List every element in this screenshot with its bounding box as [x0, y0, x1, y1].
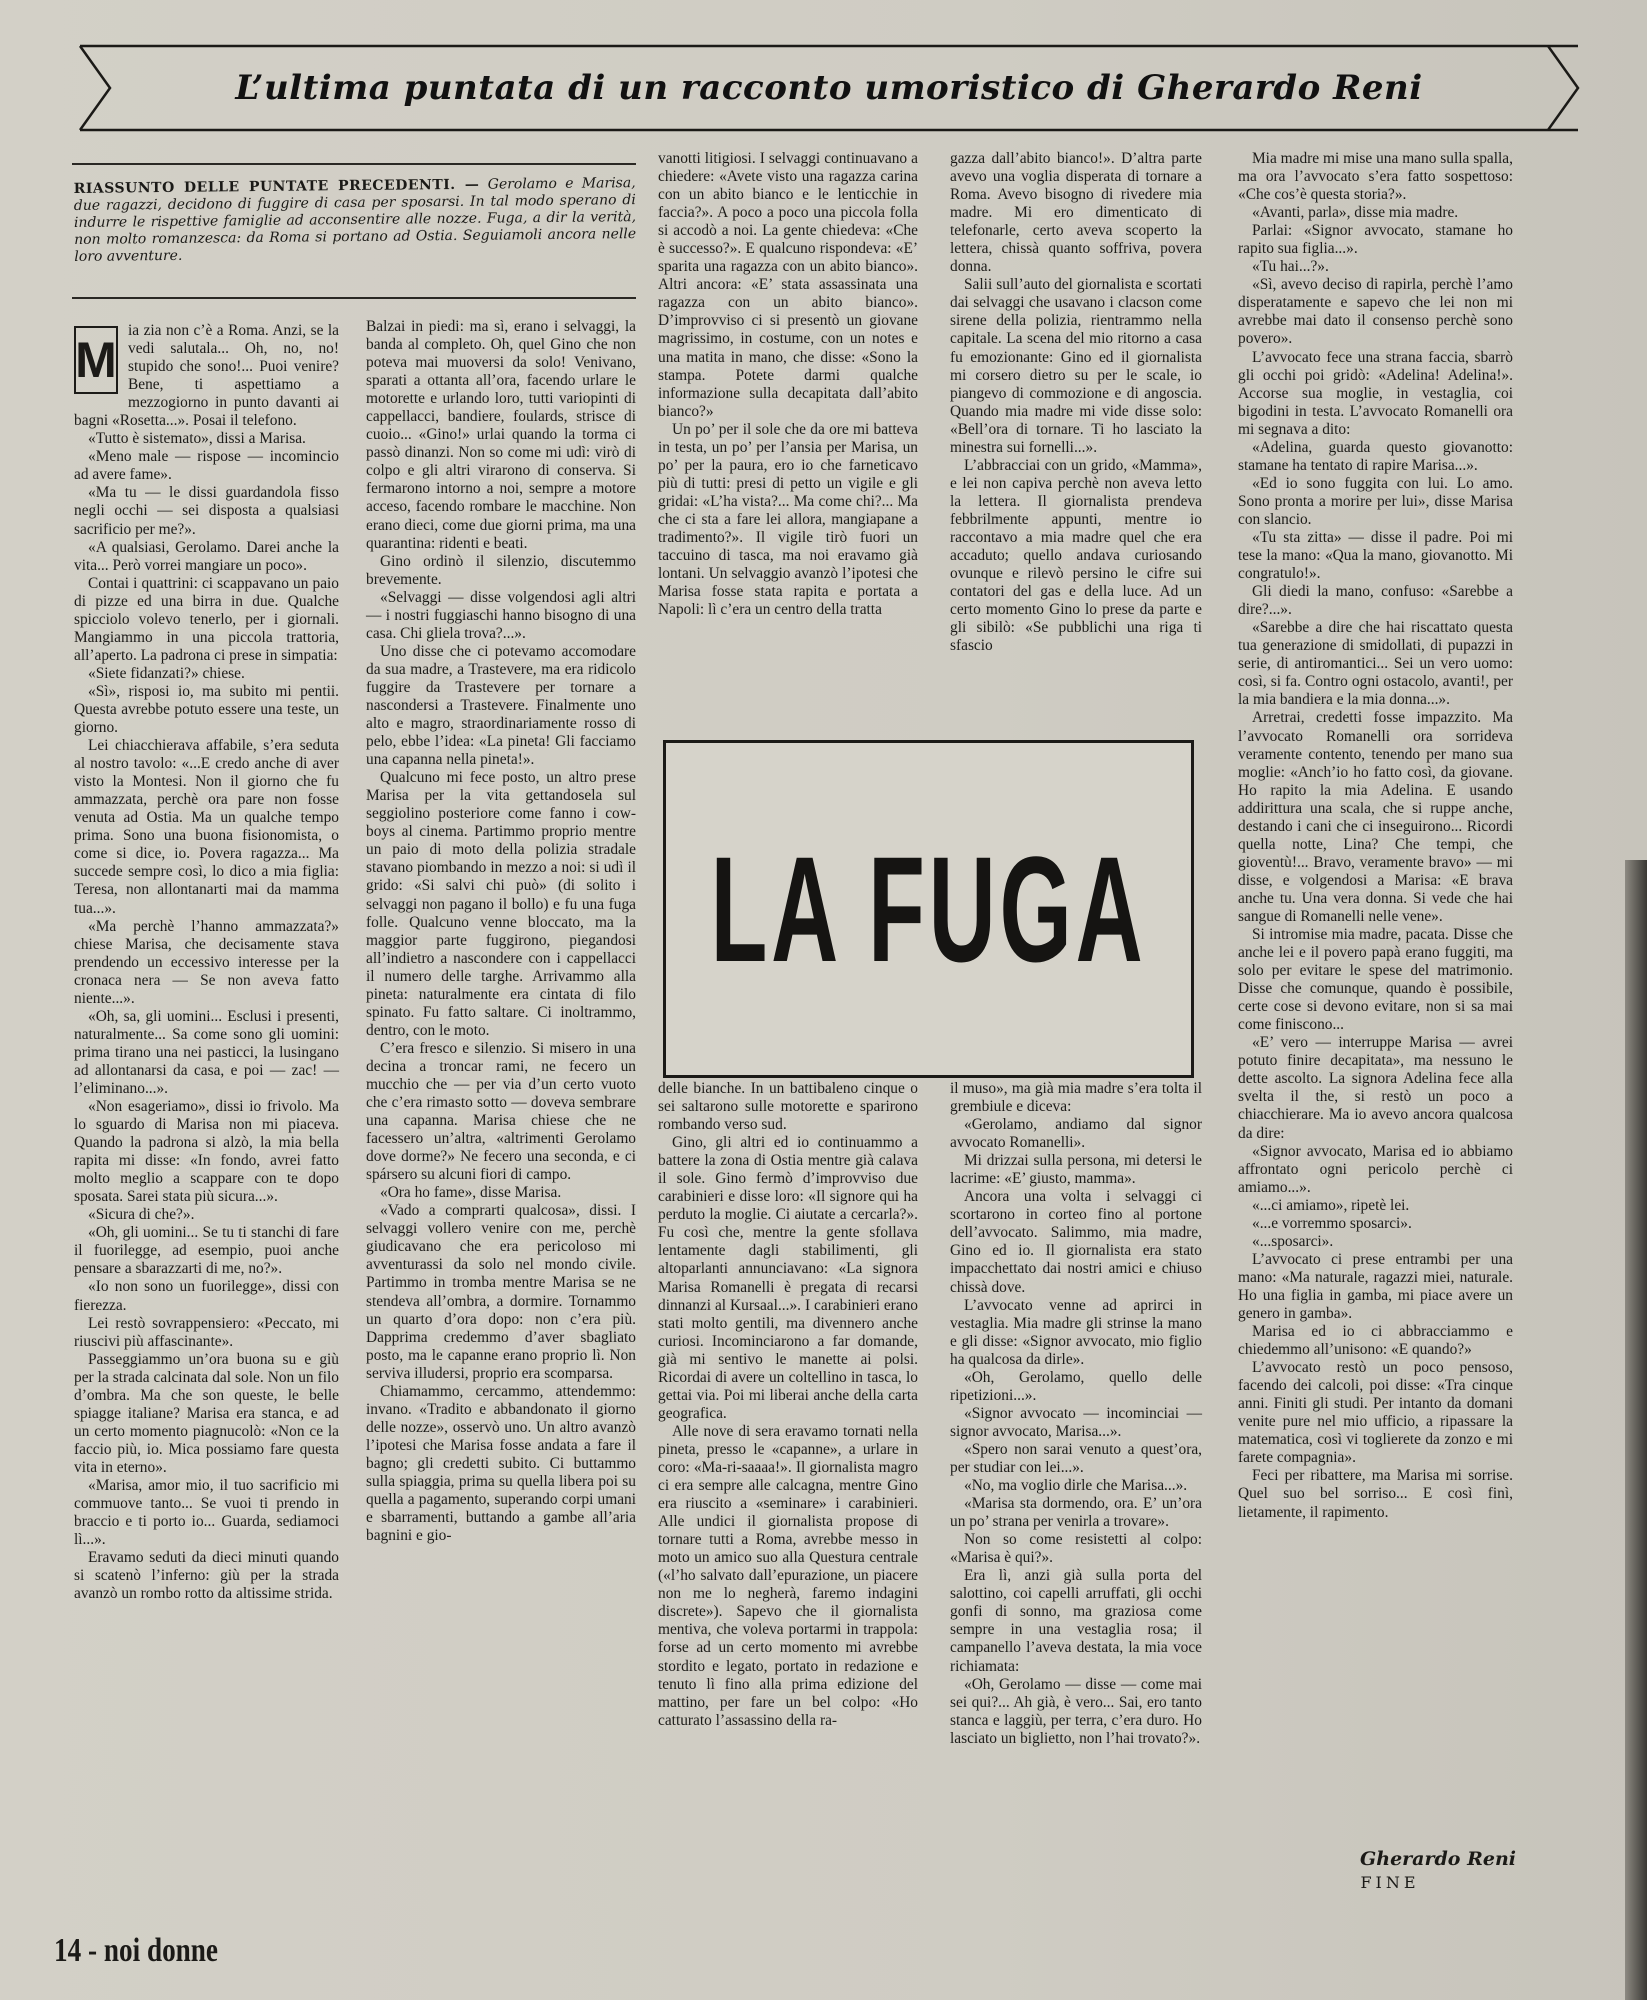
paragraph: Parlai: «Signor avvocato, stamane ho rapito sua figlia...».: [1238, 222, 1513, 258]
summary-body: Gerolamo e Marisa, due ragazzi, decidono di fuggire di casa per sposarsi. In tal modo sperano di indurre le rispettive famiglie ad acconsentire alle nozze. Fuga, a dir la verità, non molto romanzesca: da Roma si portano ad Ostia. Seguiamoli ancora nelle loro avventure.: [73, 175, 637, 265]
column-4-bottom: [950, 1080, 1202, 1748]
paragraph: Uno disse che ci potevamo accomodare da sua madre, a Trastevere, ma era ridicolo fuggire da Trastevere per tornare a nascondersi a Trastevere. Finalmente uno alto e magro, straordinariamente rosso di pelo, ebbe l’idea: «La pineta! Gli facciamo una capanna nella pineta!».: [366, 642, 636, 769]
paragraph: Gino, gli altri ed io continuammo a battere la zona di Ostia mentre già calava il sole. Gino fermò d’improvviso due carabinieri e disse loro: «Il signore qui ha perduto la moglie. Ci aiutate a cercarla?». Fu così che, mentre la gente sfollava lentamente dagli stabilimenti, gli altoparlanti annunciavano: «La signora Marisa Romanelli è pregata di recarsi dinnanzi al Kursaal...». I carabinieri erano stati molto gentili, ma divennero anche curiosi. Incominciarono a far domande, già mi sentivo le manette ai polsi. Ricordai di avere un coltellino in tasca, lo gettai via. Poi mi liberai anche della carta geografica.: [658, 1134, 918, 1422]
paragraph: Marisa ed io ci abbracciammo e chiedemmo all’unisono: «E quando?»: [1238, 1323, 1513, 1359]
paragraph: «Oh, sa, gli uomini... Esclusi i presenti, naturalmente... Sa come sono gli uomini: prima tirano una nei pasticci, la lusingano ad allontanarsi da casa, e poi — zac! — l’eliminano...».: [74, 1007, 339, 1097]
paragraph: «Sarebbe a dire che hai riscattato questa tua generazione di smidollati, di pupazzi in serie, di antiromantici... Sei un vero uomo: così, si fa. Contro ogni ostacolo, avanti!, per la mia bandiera e la mia donna...».: [1238, 619, 1513, 709]
end-mark: FINE: [1360, 1873, 1420, 1892]
paragraph: «Marisa, amor mio, il tuo sacrificio mi commuove tanto... Se vuoi ti prendo in braccio e ti porto io... Guarda, sediamoci lì...».: [74, 1477, 339, 1549]
paragraph: Passeggiammo un’ora buona su e giù per la strada calcinata dal sole. Non un filo d’ombra. Ma che son queste, le belle spiagge italiane? Marisa era stanca, e ad un certo momento piagnucolò: «Non ce la faccio più, io. Mica possiamo fare questa vita in eterno».: [74, 1350, 339, 1476]
paragraph: Gino ordinò il silenzio, discutemmo brevemente.: [366, 552, 636, 588]
paragraph: Arretrai, credetti fosse impazzito. Ma l’avvocato Romanelli ora sorrideva veramente contento, tenendo per mano sua moglie: «Anch’io ho fatto così, da giovane. Ho rapito la mia Adelina. E usando addirittura una scala, che si ruppe anche, destando i cani che ci inseguirono... Ricordi quella notte, Lina? Che tempi, che gioventù!... Bravo, veramente bravo» — mi disse, e volgendosi a Marisa: «E brava anche tu. Una vera donna. Si vede che hai sangue di Romanelli nelle vene».: [1238, 709, 1513, 925]
page-footer: [54, 1932, 294, 1970]
paragraph: gazza dall’abito bianco!». D’altra parte avevo una voglia disperata di tornare a Roma. Avevo bisogno di rivedere mia madre. Mi ero dimenticato di telefonarle, certo aveva scoperto la lettera, chissà quanto soffriva, povera donna.: [950, 150, 1202, 276]
paragraph: L’avvocato restò un poco pensoso, facendo dei calcoli, poi disse: «Tra cinque anni. Finiti gli studi. Per intanto da domani venite pure nel mio ufficio, a ripassare la matematica, così vi toglierete da zonzo e mi farete compagnia».: [1238, 1359, 1513, 1467]
paragraph: «Ora ho fame», disse Marisa.: [380, 1184, 562, 1202]
summary-box: [74, 175, 637, 266]
column-4-top: [950, 150, 1202, 655]
paragraph: «...sposarci».: [1252, 1232, 1334, 1250]
column-2: [366, 318, 636, 1545]
paragraph: Non so come resistetti al colpo: «Marisa è qui?».: [950, 1531, 1202, 1567]
paragraph: Salii sull’auto del giornalista e scortati dai selvaggi che usavano i clacson come sirene della polizia, rientrammo nella capitale. La scena del mio ritorno a casa fu emozionante: Gino ed il giornalista mi corsero dietro su per le scale, io piangevo di commozione e di angoscia. Quando mia madre mi vide disse solo: «Bell’ora di tornare. Ti ho lasciato la minestra sui fornelli...».: [950, 276, 1202, 456]
paragraph: Si intromise mia madre, pacata. Disse che anche lei e il povero papà erano fuggiti, ma solo per evitare le spese del matrimonio. Disse che comunque, quando è possibile, certe cose si devono evitare, non si sa mai come finiscono...: [1238, 926, 1513, 1034]
banner-title: L’ultima puntata di un racconto umoristico di Gherardo Reni: [235, 68, 1423, 108]
paragraph: «Gerolamo, andiamo dal signor avvocato Romanelli».: [950, 1116, 1202, 1152]
paragraph: «Sicura di che?».: [88, 1206, 195, 1224]
paragraph: Gli diedi la mano, confuso: «Sarebbe a dire?...».: [1238, 583, 1513, 619]
paragraph: «Tutto è sistemato», dissi a Marisa.: [88, 430, 306, 448]
paragraph: «Signor avvocato, Marisa ed io abbiamo affrontato ogni pericolo perchè ci amiamo...».: [1238, 1142, 1513, 1196]
paragraph: Lei restò sovrappensiero: «Peccato, mi riuscivi più affascinante».: [74, 1314, 339, 1350]
title-banner: [66, 44, 1592, 132]
paragraph: «Meno male — rispose — incomincio ad avere fame».: [74, 448, 339, 484]
paragraph: Un po’ per il sole che da ore mi batteva in testa, un po’ per l’ansia per Marisa, un po’ per la paura, ero io che farneticavo più di tutti: presi di petto un vigile e gli gridai: «L’ha vista?... Ma come chi?... Ma che ci sta a fare lei allora, mangiapane a tradimento?». Il vigile tirò fuori un taccuino di tasca, ma noi eravamo già lontani. Un selvaggio avanzò l’ipotesi che Marisa fosse stata rapita e portata a Napoli: lì c’era un centro della tratta: [658, 420, 918, 619]
paragraph: «Oh, gli uomini... Se tu ti stanchi di fare il fuorilegge, ad esempio, puoi anche pensare a sbarazzarti di me, no?».: [74, 1224, 339, 1278]
paragraph: Alle nove di sera eravamo tornati nella pineta, presso le «capanne», a urlare in coro: «Ma-ri-saaaa!». Il giornalista magro ci era sempre alle calcagna, mentre Gino era riuscito a «seminare» i carabinieri. Alle undici il giornalista propose di tornare tutti a Roma, avrebbe messo in moto un amico suo alla Questura centrale («l’ho salvato dall’epurazione, un piacere non me lo negherà, faremo indagini discrete»). Sapevo che il giornalista mentiva, che voleva portarmi in trappola: forse ad un certo momento mi avrebbe stordito e legato, portato in redazione e tenuto lì fino alla prima edizione del mattino, per fare un bel colpo: «Ho catturato l’assassino della ra-: [658, 1422, 918, 1729]
footer-separator: -: [81, 1932, 104, 1969]
paragraph: L’avvocato venne ad aprirci in vestaglia. Mia madre gli strinse la mano e gli disse: «Signor avvocato, mio figlio ha qualcosa da dirle».: [950, 1296, 1202, 1368]
summary-lead: RIASSUNTO DELLE PUNTATE PRECEDENTI. —: [73, 176, 480, 197]
paragraph: «Tu sta zitta» — disse il padre. Poi mi tese la mano: «Qua la mano, giovanotto. Mi congratulo!».: [1238, 528, 1513, 583]
paragraph: «Spero non sarai venuto a quest’ora, per studiar con lei...».: [950, 1440, 1202, 1476]
paragraph: «Signor avvocato — incominciai — signor avvocato, Marisa...».: [950, 1404, 1202, 1440]
paragraph: «Ed io sono fuggita con lui. Lo amo. Sono pronta a morire per lui», disse Marisa con slancio.: [1238, 474, 1513, 528]
paragraph: Era lì, anzi già sulla porta del salottino, coi capelli arruffati, gli occhi gonfi di sonno, ma graziosa come sempre in una vestaglia rosa; il campanello l’aveva destata, la mia voce richiamata:: [950, 1567, 1202, 1675]
paragraph: Ancora una volta i selvaggi ci scortarono in corteo fino al portone dell’avvocato. Salimmo, mia madre, Gino ed io. Il giornalista era stato impacchettato dai nostri amici e chiuso chissà dove.: [950, 1188, 1202, 1296]
drop-cap: M: [74, 326, 118, 394]
column-5: [1238, 150, 1513, 1522]
paragraph: L’avvocato fece una strana faccia, sbarrò gli occhi poi gridò: «Adelina! Adelina!». Accorse sua moglie, in vestaglia, coi bigodini in testa. L’avvocato Romanelli ora mi segnava a dito:: [1238, 348, 1513, 438]
paragraph: «Non esageriamo», dissi io frivolo. Ma lo sguardo di Marisa non mi piaceva. Quando la padrona si alzò, la mia bella rapita mi disse: «In fondo, avrei fatto molto meglio a scappare con te dopo sposata. Sarei stata più sicura...».: [74, 1098, 339, 1206]
summary-bottom-rule: [72, 297, 636, 299]
paragraph: L’abbracciai con un grido, «Mamma», e lei non capiva perchè non aveva letto la lettera. Il giornalista prendeva febbrilmente appunti, mentre io raccontavo a mia madre quel che era accaduto; quello andava curiosando ovunque e rilevò persino le cifre sui contatori del gas e della luce. Ad un certo momento Gino lo prese da parte e gli sibilò: «Se pubblichi una riga ti sfascio: [950, 456, 1202, 655]
paragraph: Qualcuno mi fece posto, un altro prese Marisa per la vita gettandosela sul seggiolino posteriore come fanno i cow-boys al cinema. Partimmo proprio mentre un paio di moto della polizia stradale stavano piombando in mezzo a noi: si udì il grido: «Si salvi chi può» (di solito i selvaggi non pagano il bollo) e fu una fuga folle. Qualcuno venne bloccato, ma la maggior parte fuggirono, piegandosi all’indietro a nascondere con i cappellacci il numero delle targhe. Arrivammo alla pineta: naturalmente era cintata di filo spinato. Fu fatto saltare. Ci inoltrammo, dentro, con le moto.: [366, 769, 636, 1039]
story-title: LA FUGA: [710, 824, 1147, 993]
paragraph: C’era fresco e silenzio. Si misero in una decina a troncar rami, ne fecero un mucchio che — per via d’un certo vuoto che c’era rimasto sotto — doveva sembrare una capanna. Marisa chiese che ne facessero un’altra, «altrimenti Gerolamo dove dorme?» Ne fecero una seconda, e ci spársero su alcuni fiori di campo.: [366, 1039, 636, 1184]
paragraph: delle bianche. In un battibaleno cinque o sei saltarono sulle motorette e sparirono rombando verso sud.: [658, 1080, 918, 1134]
column-1: [74, 322, 339, 1603]
paragraph: «Adelina, guarda questo giovanotto: stamane ha tentato di rapire Marisa...».: [1238, 438, 1513, 474]
paragraph: Eravamo seduti da dieci minuti quando si scatenò l’inferno: giù per la strada avanzò un rombo rotto da altissime strida.: [74, 1549, 339, 1603]
paragraph-opening: M ia zia non c’è a Roma. Anzi, se la vedi salutala... Oh, no, no! stupido che sono!... Puoi venire? Bene, ti aspettiamo a mezzogiorno in punto davanti ai bagni «Rosetta...». Posai il telefono.: [74, 322, 339, 430]
paragraph: «A qualsiasi, Gerolamo. Darei anche la vita... Però vorrei mangiare un poco».: [74, 538, 339, 574]
paragraph: «Marisa sta dormendo, ora. E’ un’ora un po’ strana per venirla a trovare».: [950, 1495, 1202, 1531]
paragraph: «No, ma voglio dirle che Marisa...».: [964, 1477, 1188, 1495]
paragraph: «Ma tu — le dissi guardandola fisso negli occhi — sei disposta a qualsiasi sacrificio per me?».: [74, 484, 339, 538]
page-edge-shadow: [1625, 860, 1647, 2000]
paragraph: «Siete fidanzati?» chiese.: [88, 664, 245, 682]
magazine-name: noi donne: [103, 1932, 219, 1969]
paragraph: Mi drizzai sulla persona, mi detersi le lacrime: «E’ giusto, mamma».: [950, 1152, 1202, 1188]
paragraph: il muso», ma già mia madre s’era tolta il grembiule e diceva:: [950, 1080, 1202, 1116]
paragraph: «Sì», risposi io, ma subito mi pentii. Questa avrebbe potuto essere una teste, un giorno.: [74, 682, 339, 737]
paragraph: «Ma perchè l’hanno ammazzata?» chiese Marisa, che decisamente stava prendendo un eccessivo interesse per la cronaca nera — Se non aveva fatto niente...».: [74, 917, 339, 1007]
paragraph: vanotti litigiosi. I selvaggi continuavano a chiedere: «Avete visto una ragazza carina con un abito bianco e le lenticchie in faccia?». A poco a poco una piccola folla si accodò a noi. La gente chiedeva: «Che è successo?». E qualcuno rispondeva: «E’ sparita una ragazza con un abito bianco». Altri ancora: «E’ stata assassinata una ragazza con un abito bianco». D’improvviso ci si presentò un giovane magrissimo, in costume, con un notes e una matita in mano, che disse: «Sono la stampa. Potete darmi qualche informazione sulla decapitata dall’abito bianco?»: [658, 150, 918, 420]
paragraph: L’avvocato ci prese entrambi per una mano: «Ma naturale, ragazzi miei, naturale. Ho una figlia in gamba, mi piace avere un genero in gamba».: [1238, 1250, 1513, 1322]
page-number: 14: [54, 1932, 82, 1969]
paragraph: «...ci amiamo», ripetè lei.: [1252, 1196, 1410, 1214]
paragraph: «Selvaggi — disse volgendosi agli altri — i nostri fuggiaschi hanno bisogno di una casa. Chi gliela trova?...».: [366, 588, 636, 642]
paragraph: «Avanti, parla», disse mia madre.: [1252, 204, 1459, 222]
paragraph: Chiamammo, cercammo, attendemmo: invano. «Tradito e abbandonato il giorno delle nozze», osservò uno. Un altro avanzò l’ipotesi che Marisa fosse andata a fare il bagno; gli credetti subito. Ci buttammo sulla spiaggia, prima su quella libera poi su quella a pagamento, superando corpi umani e sbarramenti, buttando a gambe all’aria bagnini e gio-: [366, 1382, 636, 1545]
paragraph: «Io non sono un fuorilegge», dissi con fierezza.: [74, 1278, 339, 1314]
paragraph: «Vado a comprarti qualcosa», dissi. I selvaggi vollero venire con me, perchè giudicavano che era pericoloso mi avventurassi da solo nel mondo civile. Partimmo in tromba mentre Marisa se ne stendeva all’ombra, a dormire. Tornammo un quarto d’ora dopo: non c’era più. Dapprima credemmo d’aver sbagliato posto, ma le capanne erano proprio lì. Non serviva illudersi, proprio era scomparsa.: [366, 1202, 636, 1382]
paragraph: Balzai in piedi: ma sì, erano i selvaggi, la banda al completo. Oh, quel Gino che non poteva mai muoversi da solo! Venivano, sparati a ottanta all’ora, facendo urlare le motorette e urlando loro, tutti variopinti di cappellacci, bandiere, foulards, strisce di cuoio... «Gino!» urlai quando la torma ci passò dinanzi. Non so come mi udì: virò di colpo e gli altri virarono di conserva. Si fermarono intorno a noi, sempre a motore acceso, facendo rombare le macchine. Non erano dieci, come due giorni prima, ma una quarantina: ridenti e beati.: [366, 318, 636, 552]
paragraph: «E’ vero — interruppe Marisa — avrei potuto finire decapitata», ma nessuno le dette ascolto. La signora Adelina fece alla svelta il the, si restò un poco a chiacchierare. Ma io avevo ancora qualcosa da dire:: [1238, 1034, 1513, 1142]
paragraph: Lei chiacchierava affabile, s’era seduta al nostro tavolo: «...E credo anche di aver visto la Montesi. Non il giorno che fu ammazzata, perchè ora pare non fosse venuta ad Ostia. Ma un qualche tempo prima. Sono una buona fisionomista, o come si dice, io. Povera ragazza... Ma succede sempre così, lo dico a mia figlia: Teresa, non allontanarti mai da mamma tua...».: [74, 737, 339, 917]
paragraph: «Tu hai...?».: [1252, 258, 1329, 276]
column-3-bottom: [658, 1080, 918, 1730]
summary-top-rule: [72, 163, 636, 165]
column-3-top: [658, 150, 918, 619]
paragraph: «...e vorremmo sposarci».: [1252, 1214, 1412, 1232]
paragraph: Contai i quattrini: ci scappavano un paio di pizze ed una birra in due. Qualche spicciolo volevo tenerlo, per i giornali. Mangiammo in una piccola trattoria, all’aperto. La padrona ci prese in simpatia:: [74, 574, 339, 664]
author-signature: Gherardo Reni: [1360, 1848, 1516, 1870]
paragraph: Feci per ribattere, ma Marisa mi sorrise. Quel suo bel sorriso... E così finì, lietamente, il rapimento.: [1238, 1467, 1513, 1521]
story-title-box: [663, 740, 1194, 1078]
paragraph: «Oh, Gerolamo, quello delle ripetizioni...».: [950, 1368, 1202, 1404]
paragraph: «Sì, avevo deciso di rapirla, perchè l’amo disperatamente e sapevo che lei non mi avrebbe mai dato il consenso perchè sono povero».: [1238, 276, 1513, 348]
paragraph: «Oh, Gerolamo — disse — come mai sei qui?... Ah già, è vero... Sai, ero tanto stanca e laggiù, per terra, c’era duro. Ho lasciato un biglietto, non l’hai trovato?».: [950, 1675, 1202, 1747]
paragraph: Mia madre mi mise una mano sulla spalla, ma ora l’avvocato s’era fatto sospettoso: «Che cos’è questa storia?».: [1238, 150, 1513, 204]
